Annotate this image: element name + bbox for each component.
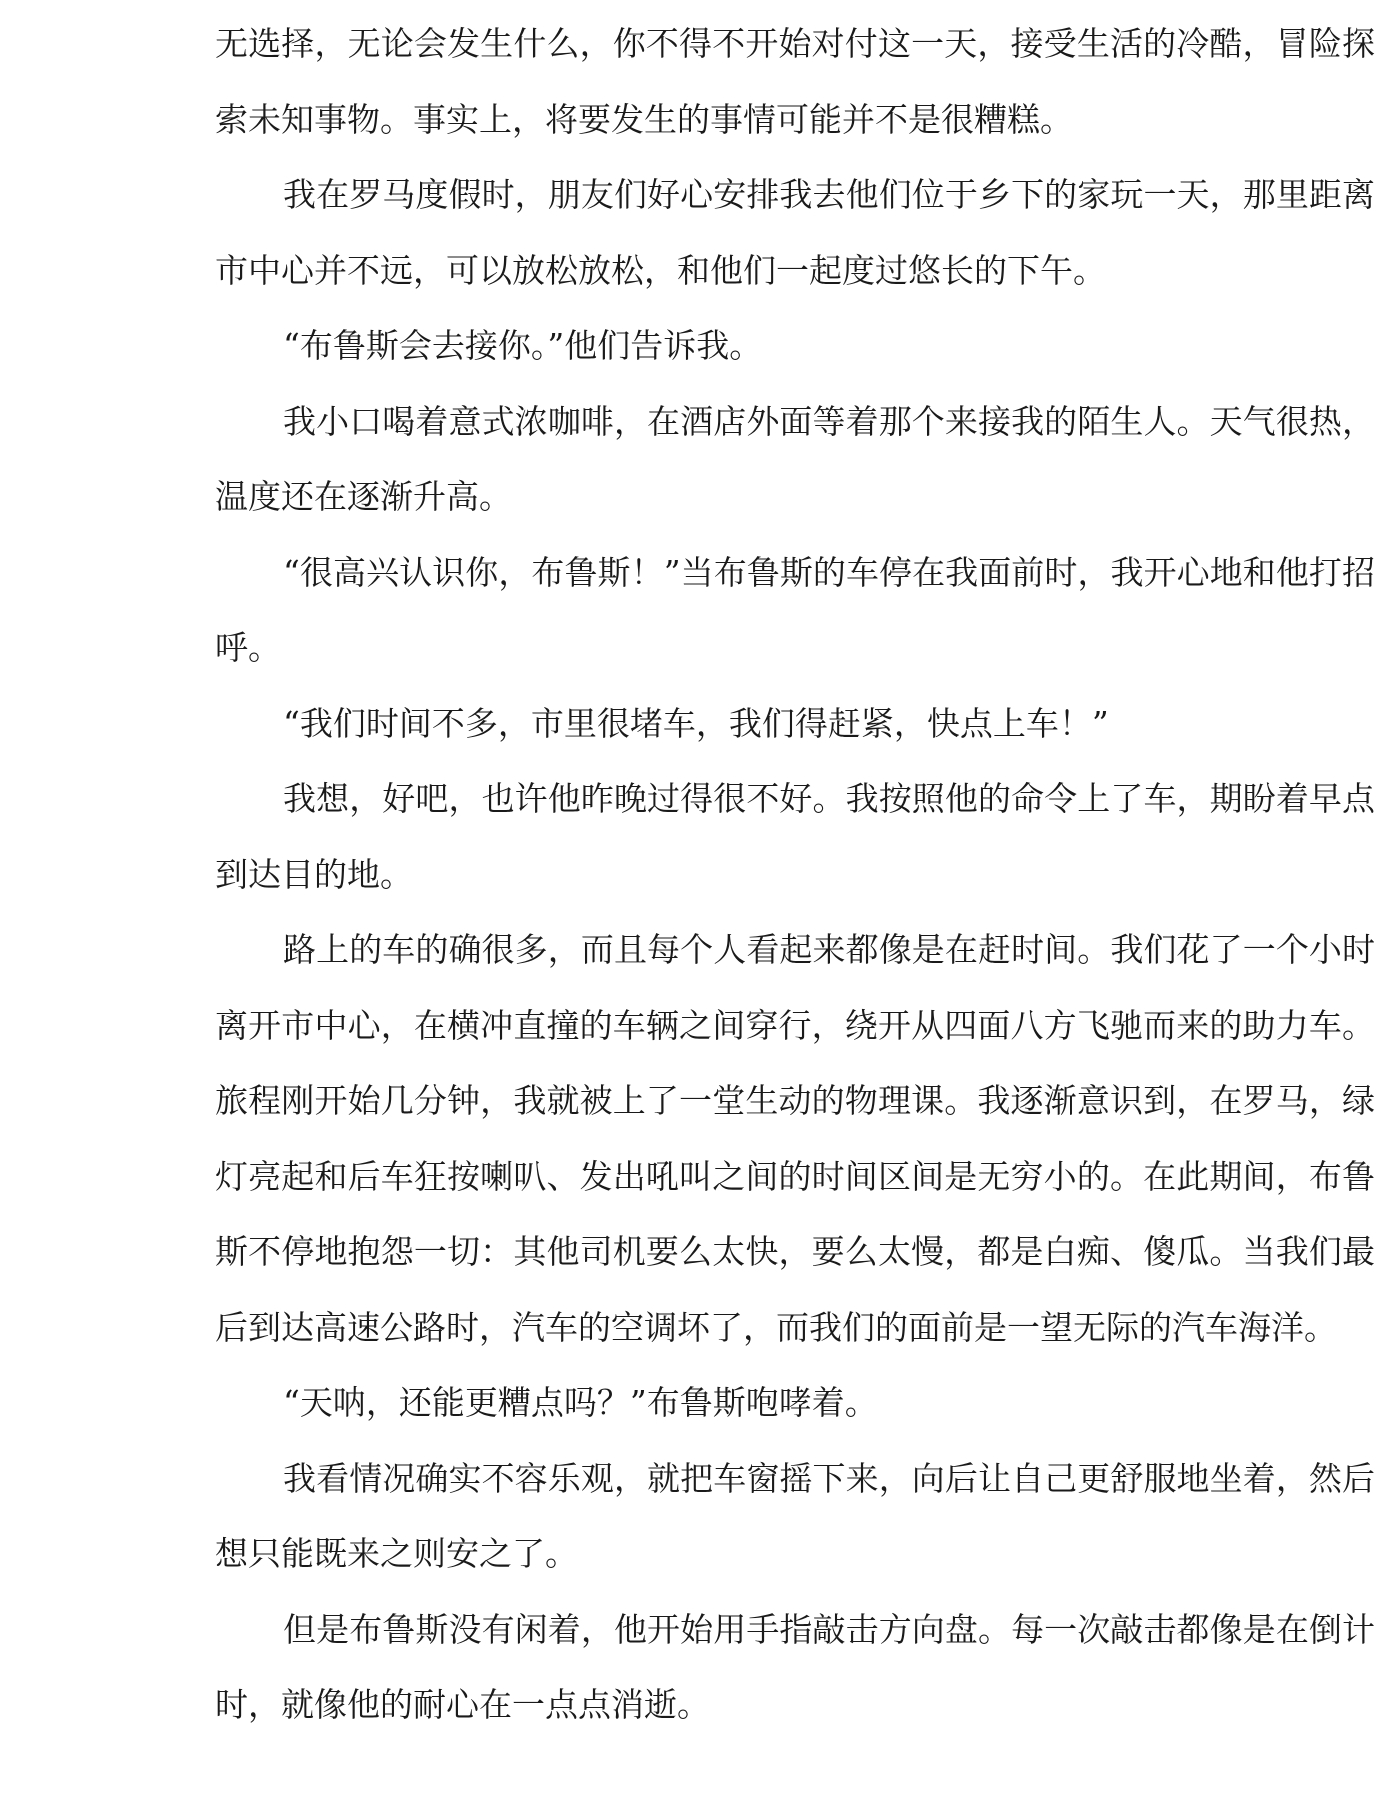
paragraph: 但是布鲁斯没有闲着，他开始用手指敲击方向盘。每一次敲击都像是在倒计时，就像他的耐心在一点点消逝。 bbox=[215, 1609, 1375, 1724]
paragraph: “很高兴认识你，布鲁斯！”当布鲁斯的车停在我面前时，我开心地和他打招呼。 bbox=[215, 552, 1375, 667]
paragraph: 我小口喝着意式浓咖啡，在酒店外面等着那个来接我的陌生人。天气很热，温度还在逐渐升高。 bbox=[215, 401, 1375, 516]
paragraph: “我们时间不多，市里很堵车，我们得赶紧，快点上车！” bbox=[283, 703, 1109, 743]
body-text bbox=[215, 6, 1375, 1743]
paragraph: 无选择，无论会发生什么，你不得不开始对付这一天，接受生活的冷酷，冒险探索未知事物。事实上，将要发生的事情可能并不是很糟糕。 bbox=[215, 24, 1375, 139]
paragraph: 我在罗马度假时，朋友们好心安排我去他们位于乡下的家玩一天，那里距离市中心并不远，可以放松放松，和他们一起度过悠长的下午。 bbox=[215, 175, 1375, 290]
paragraph: 我看情况确实不容乐观，就把车窗摇下来，向后让自己更舒服地坐着，然后想只能既来之则安之了。 bbox=[215, 1458, 1375, 1573]
paragraph: “天呐，还能更糟点吗？”布鲁斯咆哮着。 bbox=[283, 1383, 878, 1422]
paragraph: 路上的车的确很多，而且每个人看起来都像是在赶时间。我们花了一个小时离开市中心，在横冲直撞的车辆之间穿行，绕开从四面八方飞驰而来的助力车。旅程刚开始几分钟，我就被上了一堂生动的物理课。我逐渐意识到，在罗马，绿灯亮起和后车狂按喇叭、发出吼叫之间的时间区间是无穷小的。在此期间，布鲁斯不停地抱怨一切：其他司机要么太快，要么太慢，都是白痴、傻瓜。当我们最后到达高速公路时，汽车的空调坏了，而我们的面前是一望无际的汽车海洋。 bbox=[215, 930, 1375, 1347]
paragraph: “布鲁斯会去接你。”他们告诉我。 bbox=[283, 326, 763, 365]
paragraph: 我想，好吧，也许他昨晚过得很不好。我按照他的命令上了车，期盼着早点到达目的地。 bbox=[215, 779, 1375, 894]
